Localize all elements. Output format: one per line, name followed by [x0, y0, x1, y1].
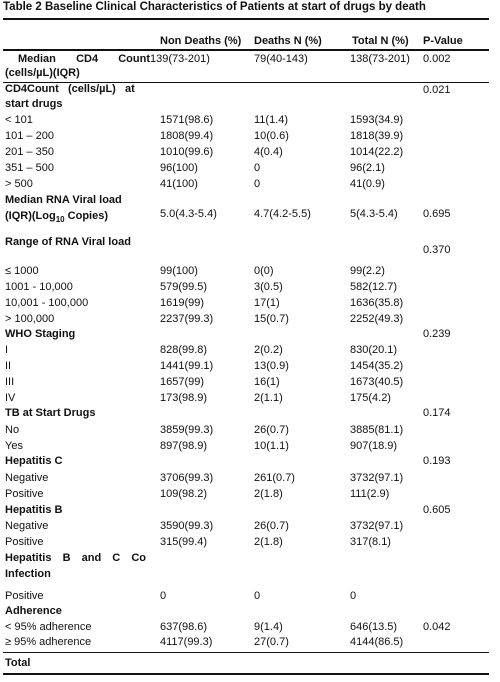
hep-b-row-deaths: 2(1.8): [254, 536, 283, 548]
cd4-row-deaths: 11(1.4): [254, 114, 289, 126]
cd4-row-non-deaths: 1808(99.4): [160, 130, 214, 142]
rna-row-deaths: 17(1): [254, 297, 280, 309]
who-row-label: III: [5, 376, 15, 388]
header-total: Total N (%): [352, 35, 409, 47]
median-cd4-pvalue: 0.002: [423, 53, 451, 65]
who-pvalue: 0.239: [423, 328, 451, 340]
total-label: Total: [5, 657, 31, 669]
hep-bc-word: B: [62, 552, 71, 564]
median-rna-label-line2: (IQR)(Log$_{10}$ Copies): [5, 210, 109, 225]
tb-row-total: 907(18.9): [350, 440, 398, 452]
rna-row-deaths: 15(0.7): [254, 313, 289, 325]
hep-c-row-non-deaths: 3706(99.3): [160, 472, 214, 484]
cd4-row-total: 1818(39.9): [350, 130, 404, 142]
log-subscript: 10: [55, 215, 65, 225]
adherence-row-deaths: 9(1.4): [254, 621, 283, 633]
cd4-row-non-deaths: 1010(99.6): [160, 146, 214, 158]
hep-c-row-label: Positive: [5, 488, 44, 500]
hep-bc-word: and: [81, 552, 102, 564]
bottom-rule: [3, 673, 489, 675]
tb-row-total: 3885(81.1): [350, 424, 404, 436]
rna-row-total: 582(12.7): [350, 281, 398, 293]
tb-row-non-deaths: 3859(99.3): [160, 424, 214, 436]
who-row-total: 830(20.1): [350, 344, 398, 356]
cd4-row-label: 351 – 500: [5, 162, 54, 174]
hep-bc-word: Hepatitis: [5, 552, 52, 564]
who-row-deaths: 2(1.1): [254, 392, 283, 404]
median-cd4-word: Median: [18, 53, 56, 65]
adherence-row-non-deaths: 4117(99.3): [160, 636, 213, 648]
cd4-row-label: < 101: [5, 114, 33, 126]
median-cd4-total: 138(73-201): [350, 53, 410, 65]
median-rna-non-deaths: 5.0(4.3-5.4): [160, 208, 217, 220]
tb-pvalue: 0.174: [423, 407, 451, 419]
hep-c-row-label: Negative: [5, 472, 49, 484]
median-cd4-non-deaths: 139(73-201): [150, 53, 210, 65]
cd4-section-heading: CD4Count (cells/µL) at: [5, 83, 135, 95]
hep-b-row-label: Negative: [5, 520, 49, 532]
hep-bc-row-deaths: 0: [254, 590, 261, 602]
rna-row-non-deaths: 579(99.5): [160, 281, 208, 293]
cd4-row-label: 101 – 200: [5, 130, 54, 142]
hep-bc-word: C: [112, 552, 121, 564]
hep-b-row-non-deaths: 3590(99.3): [160, 520, 214, 532]
median-cd4-label: [18, 53, 150, 66]
hep-b-row-label: Positive: [5, 536, 44, 548]
hep-bc-heading: [5, 552, 146, 565]
cd4-row-label: > 500: [5, 178, 33, 190]
adherence-row-total: 4144(86.5): [350, 636, 404, 648]
hep-c-row-deaths: 2(1.8): [254, 488, 283, 500]
hep-bc-word: Co: [131, 552, 146, 564]
hep-c-heading: Hepatitis C: [5, 455, 63, 467]
median-rna-total: 5(4.3-5.4): [350, 208, 398, 220]
median-rna-label: Median RNA Viral load: [5, 194, 122, 206]
rna-row-total: 2252(49.3): [350, 313, 404, 325]
median-cd4-word: CD4: [76, 53, 99, 65]
adherence-row-label: < 95% adherence: [5, 621, 92, 633]
who-row-non-deaths: 1657(99): [160, 376, 205, 388]
rna-row-total: 99(2.2): [350, 265, 385, 277]
cd4-row-non-deaths: 41(100): [160, 178, 198, 190]
hep-bc-row-total: 0: [350, 590, 357, 602]
rna-row-label: 10,001 - 100,000: [5, 297, 89, 309]
header-rule: [3, 49, 489, 51]
cd4-row-total: 1593(34.9): [350, 114, 404, 126]
rna-row-label: 1001 - 10,000: [5, 281, 73, 293]
who-row-deaths: 16(1): [254, 376, 280, 388]
cd4-row-label: 201 – 350: [5, 146, 54, 158]
median-rna-deaths: 4.7(4.2-5.5): [254, 208, 311, 220]
tb-row-non-deaths: 897(98.9): [160, 440, 208, 452]
median-cd4-label-line2: (cells/µL)(IQR): [5, 67, 80, 79]
who-row-total: 175(4.2): [350, 392, 391, 404]
cd4-row-total: 96(2.1): [350, 162, 385, 174]
total-rule: [3, 652, 489, 653]
cd4-row-deaths: 0: [254, 178, 261, 190]
tb-row-deaths: 26(0.7): [254, 424, 289, 436]
top-rule: [3, 18, 489, 20]
hep-b-pvalue: 0.605: [423, 504, 451, 516]
tb-heading: TB at Start Drugs: [5, 407, 96, 419]
rna-row-non-deaths: 1619(99): [160, 297, 205, 309]
hep-b-row-non-deaths: 315(99.4): [160, 536, 208, 548]
adherence-row-deaths: 27(0.7): [254, 636, 289, 648]
who-row-total: 1454(35.2): [350, 360, 404, 372]
cd4-section-heading-line2: start drugs: [5, 98, 63, 110]
header-pvalue: P-Value: [423, 35, 463, 47]
adherence-row-non-deaths: 637(98.6): [160, 621, 208, 633]
hep-bc-heading-line2: Infection: [5, 568, 51, 580]
hep-b-heading: Hepatitis B: [5, 504, 63, 516]
header-non-deaths: Non Deaths (%): [160, 35, 242, 47]
tb-row-deaths: 10(1.1): [254, 440, 289, 452]
rna-range-heading: Range of RNA Viral load: [5, 236, 131, 248]
who-row-non-deaths: 828(99.8): [160, 344, 208, 356]
hep-c-row-non-deaths: 109(98.2): [160, 488, 208, 500]
hep-b-row-deaths: 26(0.7): [254, 520, 289, 532]
cd4-row-deaths: 0: [254, 162, 261, 174]
rna-row-non-deaths: 2237(99.3): [160, 313, 214, 325]
adherence-row-label: ≥ 95% adherence: [5, 636, 92, 648]
tb-row-label: Yes: [5, 440, 23, 452]
adherence-pvalue: 0.042: [423, 621, 451, 633]
cd4-row-deaths: 4(0.4): [254, 146, 283, 158]
cd4-row-total: 1014(22.2): [350, 146, 404, 158]
cd4-row-non-deaths: 1571(98.6): [160, 114, 214, 126]
cd4-row-deaths: 10(0.6): [254, 130, 289, 142]
hep-c-pvalue: 0.193: [423, 455, 451, 467]
hep-b-row-total: 3732(97.1): [350, 520, 404, 532]
rna-row-non-deaths: 99(100): [160, 265, 198, 277]
rna-row-deaths: 0(0): [254, 265, 274, 277]
who-heading: WHO Staging: [5, 328, 76, 340]
hep-bc-row-label: Positive: [5, 590, 44, 602]
who-row-total: 1673(40.5): [350, 376, 404, 388]
table-title: Table 2 Baseline Clinical Characteristics of Patients at start of drugs by death: [3, 1, 426, 13]
median-cd4-deaths: 79(40-143): [254, 53, 308, 65]
who-row-label: I: [5, 344, 9, 356]
rna-row-deaths: 3(0.5): [254, 281, 283, 293]
who-row-label: II: [5, 360, 12, 372]
adherence-heading: Adherence: [5, 605, 62, 617]
who-row-label: IV: [5, 392, 16, 404]
hep-c-row-total: 111(2.9): [350, 488, 390, 500]
hep-b-row-total: 317(8.1): [350, 536, 391, 548]
tb-row-label: No: [5, 424, 20, 436]
cd4-row-non-deaths: 96(100): [160, 162, 198, 174]
who-row-non-deaths: 1441(99.1): [160, 360, 214, 372]
median-rna-pvalue: 0.695: [423, 208, 451, 220]
who-row-deaths: 13(0.9): [254, 360, 289, 372]
median-cd4-word: Count: [118, 53, 150, 65]
rna-row-total: 1636(35.8): [350, 297, 404, 309]
adherence-row-total: 646(13.5): [350, 621, 398, 633]
hep-bc-row-non-deaths: 0: [160, 590, 167, 602]
hep-c-row-deaths: 261(0.7): [254, 472, 295, 484]
hep-c-row-total: 3732(97.1): [350, 472, 404, 484]
who-row-non-deaths: 173(98.9): [160, 392, 208, 404]
header-deaths: Deaths N (%): [254, 35, 322, 47]
cd4-row-total: 41(0.9): [350, 178, 385, 190]
rna-range-pvalue: 0.370: [423, 244, 451, 256]
who-row-deaths: 2(0.2): [254, 344, 283, 356]
rna-row-label: ≤ 1000: [5, 265, 39, 277]
rna-row-label: > 100,000: [5, 313, 55, 325]
cd4-section-pvalue: 0.021: [423, 84, 451, 96]
